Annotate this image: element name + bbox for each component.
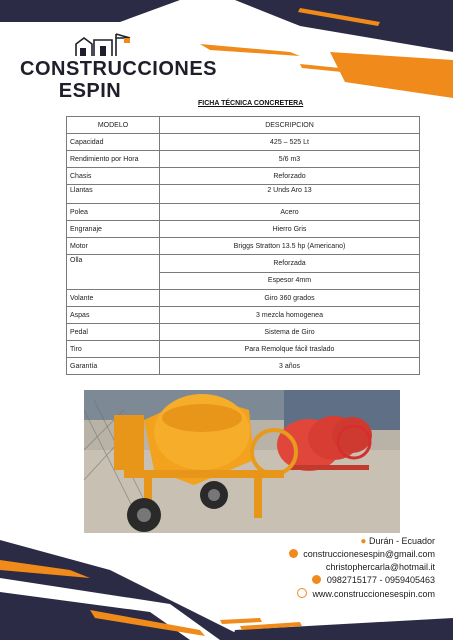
row-label: Rendimiento por Hora (67, 151, 160, 168)
table-row (67, 151, 420, 168)
brand-name-line2: ESPIN (58, 80, 122, 102)
contact-email-secondary[interactable] (326, 562, 435, 572)
row-label: Olla (67, 255, 160, 290)
email-primary-text[interactable]: construccionesespin@gmail.com (303, 549, 435, 559)
table-row (67, 341, 420, 358)
row-label: Engranaje (67, 221, 160, 238)
row-label: Tiro (67, 341, 160, 358)
row-value: Giro 360 grados (160, 290, 420, 307)
row-value-cell (160, 255, 420, 290)
row-value: 2 Unds Aro 13 (160, 185, 420, 204)
table-header-model: MODELO (67, 117, 160, 134)
row-label: Chasis (67, 168, 160, 185)
row-value: 5/6 m3 (160, 151, 420, 168)
row-value-secondary: Espesor 4mm (267, 276, 312, 284)
website-text[interactable]: www.construccionesespin.com (312, 589, 435, 599)
brand-logo (20, 58, 218, 102)
contact-location (360, 536, 435, 547)
crane-logo-icon (72, 30, 134, 58)
contact-phones[interactable] (312, 575, 435, 585)
row-label: Pedal (67, 324, 160, 341)
row-value: Hierro Gris (160, 221, 420, 238)
globe-icon (297, 588, 307, 598)
table-row (67, 290, 420, 307)
row-label: Llantas (67, 185, 160, 204)
phones-text[interactable]: 0982715177 - 0959405463 (326, 575, 435, 585)
email-secondary-text[interactable]: christophercarla@hotmail.it (325, 562, 435, 572)
row-label: Aspas (67, 307, 160, 324)
row-value: Reforzado (160, 168, 420, 185)
table-row (67, 238, 420, 255)
row-value: Acero (160, 204, 420, 221)
row-value: 3 mezcla homogenea (160, 307, 420, 324)
row-label: Capacidad (67, 134, 160, 151)
table-row (67, 204, 420, 221)
location-pin-icon: ● (360, 536, 367, 547)
row-label: Garantía (67, 358, 160, 375)
row-value: 3 años (160, 358, 420, 375)
table-row (67, 324, 420, 341)
row-value: 425 – 525 Lt (160, 134, 420, 151)
location-text: Durán - Ecuador (368, 536, 435, 546)
table-row (67, 168, 420, 185)
brand-name-line1: CONSTRUCCIONES (20, 58, 218, 80)
table-row (67, 185, 420, 204)
row-value: Para Remolque fácil traslado (160, 341, 420, 358)
row-label: Motor (67, 238, 160, 255)
row-label: Polea (67, 204, 160, 221)
row-value: Sistema de Giro (160, 324, 420, 341)
phone-icon (312, 575, 321, 584)
row-value: Briggs Stratton 13.5 hp (Americano) (160, 238, 420, 255)
table-row (67, 134, 420, 151)
row-label: Volante (67, 290, 160, 307)
spec-table (66, 116, 420, 375)
table-header-row (67, 117, 420, 134)
email-icon (289, 549, 298, 558)
row-value: Reforzada (160, 256, 419, 273)
table-row (67, 221, 420, 238)
document-title: FICHA TÉCNICA CONCRETERA (198, 100, 304, 107)
contact-email-primary[interactable] (289, 549, 435, 559)
contact-website[interactable] (297, 588, 435, 599)
table-row (67, 307, 420, 324)
table-header-description: DESCRIPCION (160, 117, 420, 134)
table-row (67, 255, 420, 290)
table-row (67, 358, 420, 375)
